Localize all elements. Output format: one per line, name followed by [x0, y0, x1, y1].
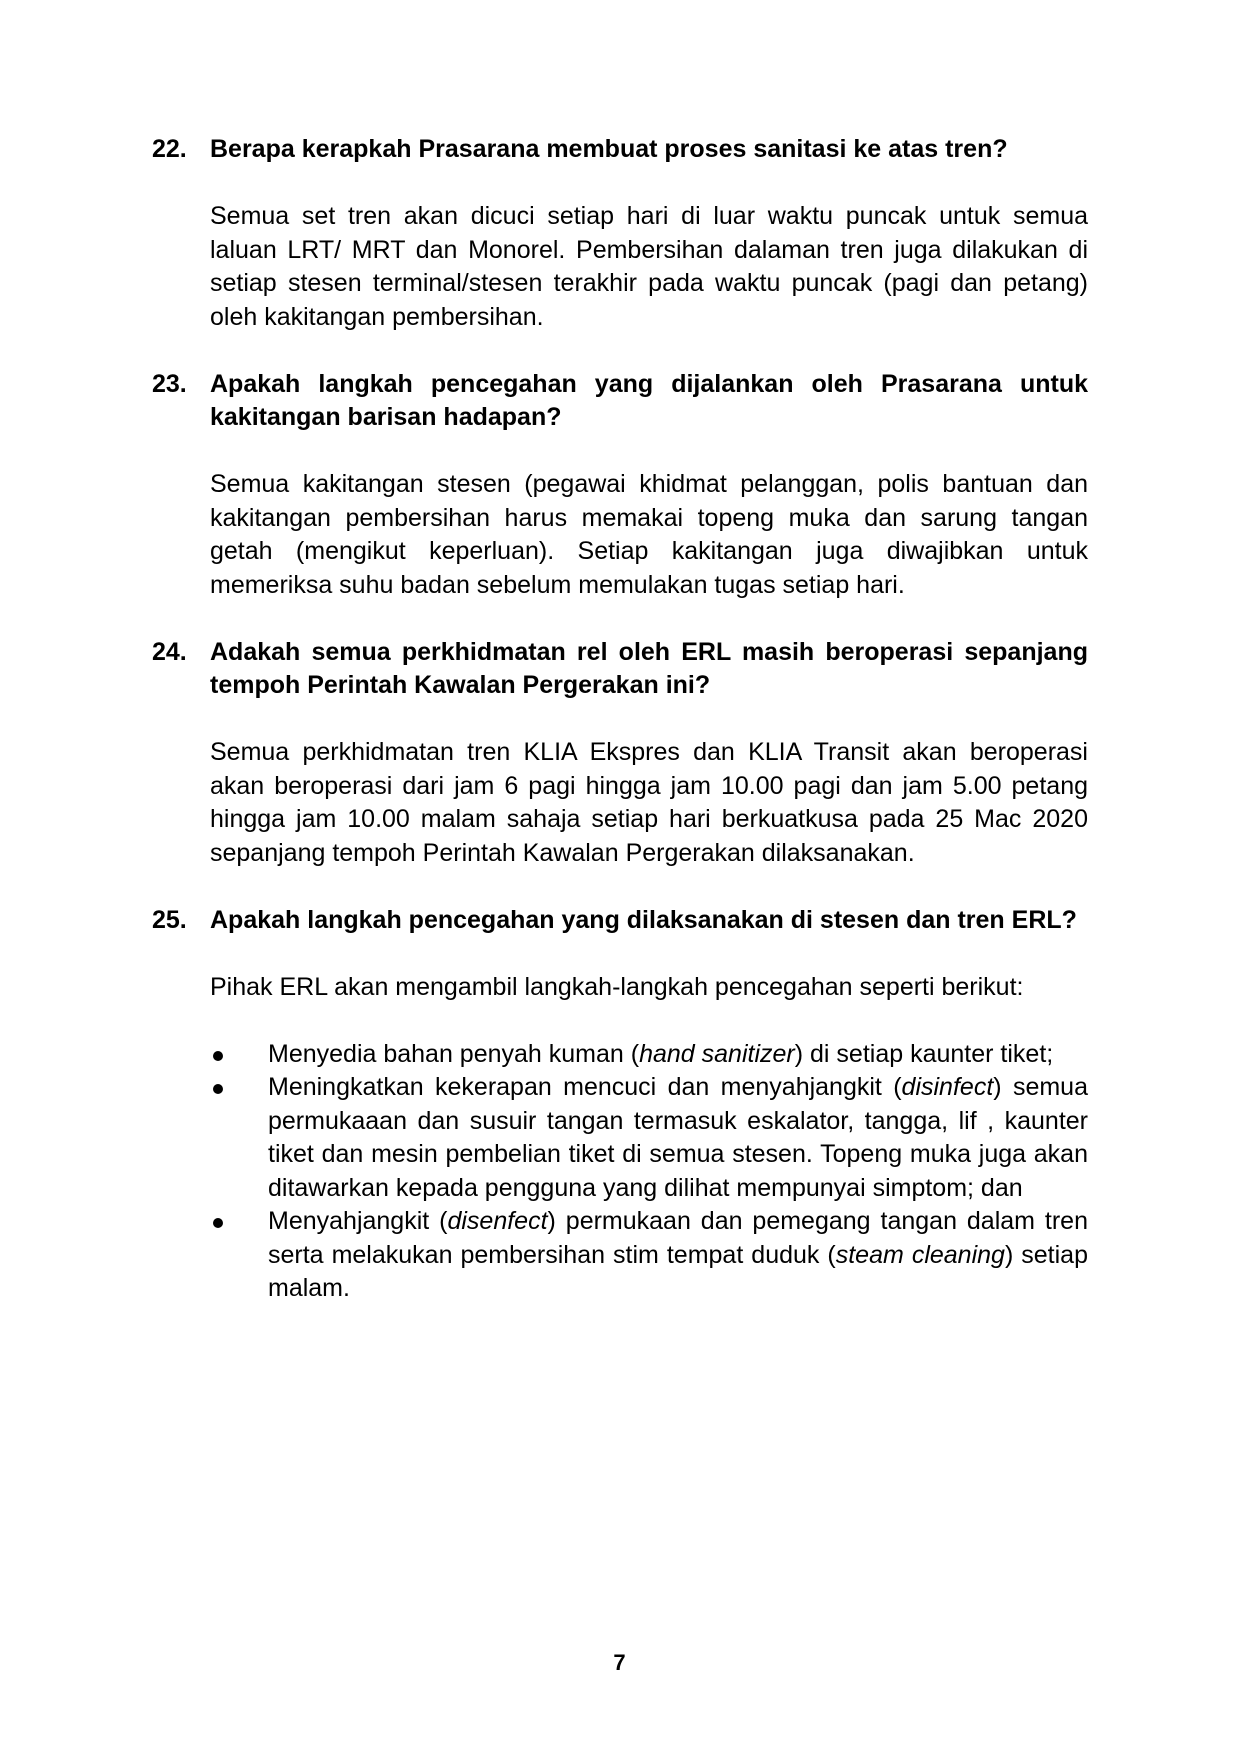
bullet-icon [213, 1218, 223, 1228]
list-item: Menyahjangkit (disenfect) permukaan dan pemegang tangan dalam tren serta melakukan pembersihan stim tempat duduk (steam cleaning) setiap malam. [210, 1205, 1088, 1306]
question-heading [152, 133, 1088, 167]
faq-item-25 [152, 904, 1088, 1306]
english-term: steam cleaning [835, 1240, 1005, 1269]
list-item: Meningkatkan kekerapan mencuci dan menyahjangkit (disinfect) semua permukaaan dan susuir tangan termasuk eskalator, tangga, lif , kaunter tiket dan mesin pembelian tiket di semua stesen. Topeng muka juga akan ditawarkan kepada pengguna yang dilihat mempunyai simptom; dan [210, 1071, 1088, 1205]
english-term: hand sanitizer [639, 1039, 795, 1068]
question-number: 22. [152, 135, 187, 163]
question-number: 25. [152, 905, 187, 934]
question-number: 24. [152, 637, 187, 666]
answer-text [210, 971, 1088, 1306]
answer-paragraph: Semua perkhidmatan tren KLIA Ekspres dan KLIA Transit akan beroperasi akan beroperasi dari jam 6 pagi hingga jam 10.00 pagi dan jam 5.00 petang hingga jam 10.00 malam sahaja setiap hari berkuatkusa pada 25 Mac 2020 sepanjang tempoh Perintah Kawalan Pergerakan dilaksanakan. [210, 738, 1088, 867]
question-heading [152, 636, 1088, 703]
list-item: Menyedia bahan penyah kuman (hand sanitizer) di setiap kaunter tiket; [210, 1038, 1088, 1072]
question-heading [152, 904, 1088, 938]
answer-text [210, 200, 1088, 334]
answer-paragraph: Pihak ERL akan mengambil langkah-langkah pencegahan seperti berikut: [210, 972, 1024, 1001]
question-text: Apakah langkah pencegahan yang dilaksanakan di stesen dan tren ERL? [210, 905, 1077, 934]
answer-paragraph: Semua kakitangan stesen (pegawai khidmat pelanggan, polis bantuan dan kakitangan pembersihan harus memakai topeng muka dan sarung tangan getah (mengikut keperluan). Setiap kakitangan juga diwajibkan untuk memeriksa suhu badan sebelum memulakan tugas setiap hari. [210, 470, 1088, 599]
question-heading [152, 368, 1088, 435]
english-term: disenfect [447, 1207, 548, 1235]
answer-text [210, 468, 1088, 602]
question-text: Adakah semua perkhidmatan rel oleh ERL masih beroperasi sepanjang tempoh Perintah Kawalan Pergerakan ini? [210, 637, 1088, 699]
faq-item-22 [152, 133, 1088, 334]
faq-item-24 [152, 636, 1088, 871]
bullet-icon [213, 1051, 223, 1061]
english-term: disinfect [901, 1073, 994, 1101]
question-text: Berapa kerapkah Prasarana membuat proses sanitasi ke atas tren? [210, 135, 1008, 163]
question-number: 23. [152, 369, 187, 398]
answer-paragraph: Semua set tren akan dicuci setiap hari di luar waktu puncak untuk semua laluan LRT/ MRT dan Monorel. Pembersihan dalaman tren juga dilakukan di setiap stesen terminal/stesen terakhir pada waktu puncak (pagi dan petang) oleh kakitangan pembersihan. [210, 202, 1088, 331]
page-number: 7 [613, 1650, 626, 1675]
answer-text [210, 736, 1088, 870]
bullet-icon [213, 1084, 223, 1094]
faq-content [152, 133, 1088, 1339]
question-text: Apakah langkah pencegahan yang dijalankan oleh Prasarana untuk kakitangan barisan hadapan? [210, 369, 1088, 431]
faq-item-23 [152, 368, 1088, 603]
measures-list [210, 1038, 1088, 1306]
